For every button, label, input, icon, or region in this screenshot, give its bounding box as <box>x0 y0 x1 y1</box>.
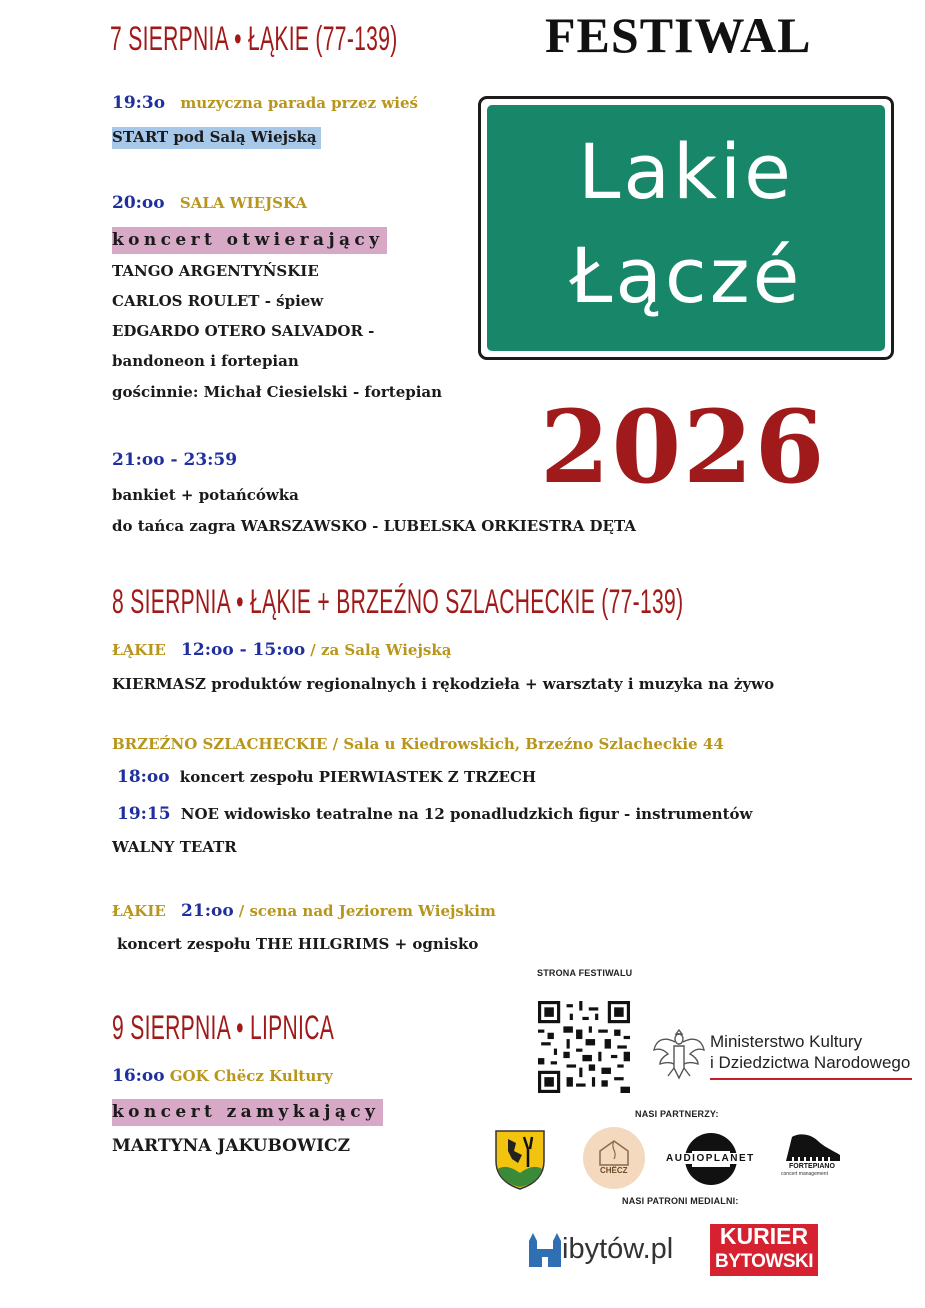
festival-website-label: STRONA FESTIWALU <box>537 968 633 978</box>
media-label: NASI PATRONI MEDIALNI: <box>622 1196 739 1206</box>
partners-label: NASI PARTNERZY: <box>635 1109 719 1119</box>
event-time: 12:oo - 15:oo <box>181 640 306 660</box>
day1-heading: 7 SIERPNIA • ŁĄKIE (77-139) <box>110 20 398 58</box>
event-time: 19:15 <box>117 804 171 824</box>
program-line: do tańca zagra WARSZAWSKO - LUBELSKA ORKIESTRA DĘTA <box>112 517 636 535</box>
event-closing <box>112 1066 333 1086</box>
event-title: muzyczna parada przez wieś <box>180 94 418 112</box>
event-time: 21:oo - 23:59 <box>112 450 238 470</box>
ministry-line-2: i Dziedzictwa Narodowego <box>710 1053 911 1072</box>
grand-piano-icon <box>782 1131 844 1165</box>
house-icon <box>596 1137 632 1169</box>
festival-year: 2026 <box>540 388 827 506</box>
festival-title: FESTIWAL <box>545 7 812 63</box>
program-line: TANGO ARGENTYŃSKIE <box>112 262 319 280</box>
closing-artist: MARTYNA JAKUBOWICZ <box>112 1136 350 1156</box>
parade-start-note: START pod Salą Wiejską <box>112 127 321 149</box>
program-line: EDGARDO OTERO SALVADOR - <box>112 322 375 340</box>
fair-description: KIERMASZ produktów regionalnych i rękodzieła + warsztaty i muzyka na żywo <box>112 675 775 693</box>
sign-line-2: Łączé <box>569 231 803 320</box>
event-lake <box>112 901 496 921</box>
opening-concert-tag: koncert otwierający <box>112 227 387 254</box>
event-place: ŁĄKIE <box>112 902 166 920</box>
lake-description: koncert zespołu THE HILGRIMS + ognisko <box>117 935 479 953</box>
event-time: 21:oo <box>181 901 234 921</box>
program-line: bandoneon i fortepian <box>112 352 299 370</box>
sign-line-1: Lakie <box>578 127 794 216</box>
ministry-line-1: Ministerstwo Kultury <box>710 1032 863 1051</box>
event-time: 16:oo <box>112 1066 165 1086</box>
event-desc: NOE widowisko teatralne na 12 ponadludzkich figur - instrumentów <box>180 805 753 823</box>
event-location: / scena nad Jeziorem Wiejskim <box>238 902 496 920</box>
event-place: SALA WIEJSKA <box>179 194 308 212</box>
fortepiano-text: FORTEPIANO <box>789 1163 835 1170</box>
event-pierwiastek <box>117 767 536 787</box>
event-noe <box>117 804 752 824</box>
coat-of-arms-icon <box>494 1129 546 1191</box>
road-sign-panel <box>487 105 885 351</box>
kurier-text-1: KURIER <box>719 1223 809 1249</box>
fortepiano-subtext: concert management <box>781 1171 828 1177</box>
qr-code[interactable] <box>538 1001 630 1093</box>
eagle-emblem-icon <box>652 1024 706 1084</box>
event-location: / za Salą Wiejską <box>310 641 452 659</box>
event-place: ŁĄKIE <box>112 641 166 659</box>
program-line: bankiet + potańcówka <box>112 486 299 504</box>
day3-heading: 9 SIERPNIA • LIPNICA <box>112 1009 335 1047</box>
road-sign <box>478 96 894 360</box>
closing-concert-tag: koncert zamykający <box>112 1099 383 1126</box>
kurier-text-2: BYTOWSKI <box>714 1251 814 1272</box>
event-time: 18:oo <box>117 767 170 787</box>
event-time: 19:3o <box>112 93 166 113</box>
event-concert-open <box>112 193 307 213</box>
event-place: GOK Chëcz Kultury <box>169 1067 333 1085</box>
audioplanet-text: AUDIOPLANET <box>666 1153 755 1164</box>
event-desc-2: WALNY TEATR <box>112 838 237 856</box>
program-line: CARLOS ROULET - śpiew <box>112 292 324 310</box>
day2-heading: 8 SIERPNIA • ŁĄKIE + BRZEŹNO SZLACHECKIE (77-139) <box>112 583 684 621</box>
brzezno-location: BRZEŹNO SZLACHECKIE / Sala u Kiedrowskich, Brzeźno Szlacheckie 44 <box>112 735 724 753</box>
castle-icon <box>527 1231 563 1269</box>
ministry-red-rule <box>710 1078 912 1080</box>
program-line: gościnnie: Michał Ciesielski - fortepian <box>112 383 443 401</box>
checz-logo-text: CHËCZ <box>600 1166 628 1175</box>
event-desc: koncert zespołu PIERWIASTEK Z TRZECH <box>179 768 537 786</box>
event-parade <box>112 93 418 113</box>
event-time: 20:oo <box>112 193 165 213</box>
ibytow-text: ibytów.pl <box>562 1233 674 1265</box>
event-fair <box>112 640 451 660</box>
